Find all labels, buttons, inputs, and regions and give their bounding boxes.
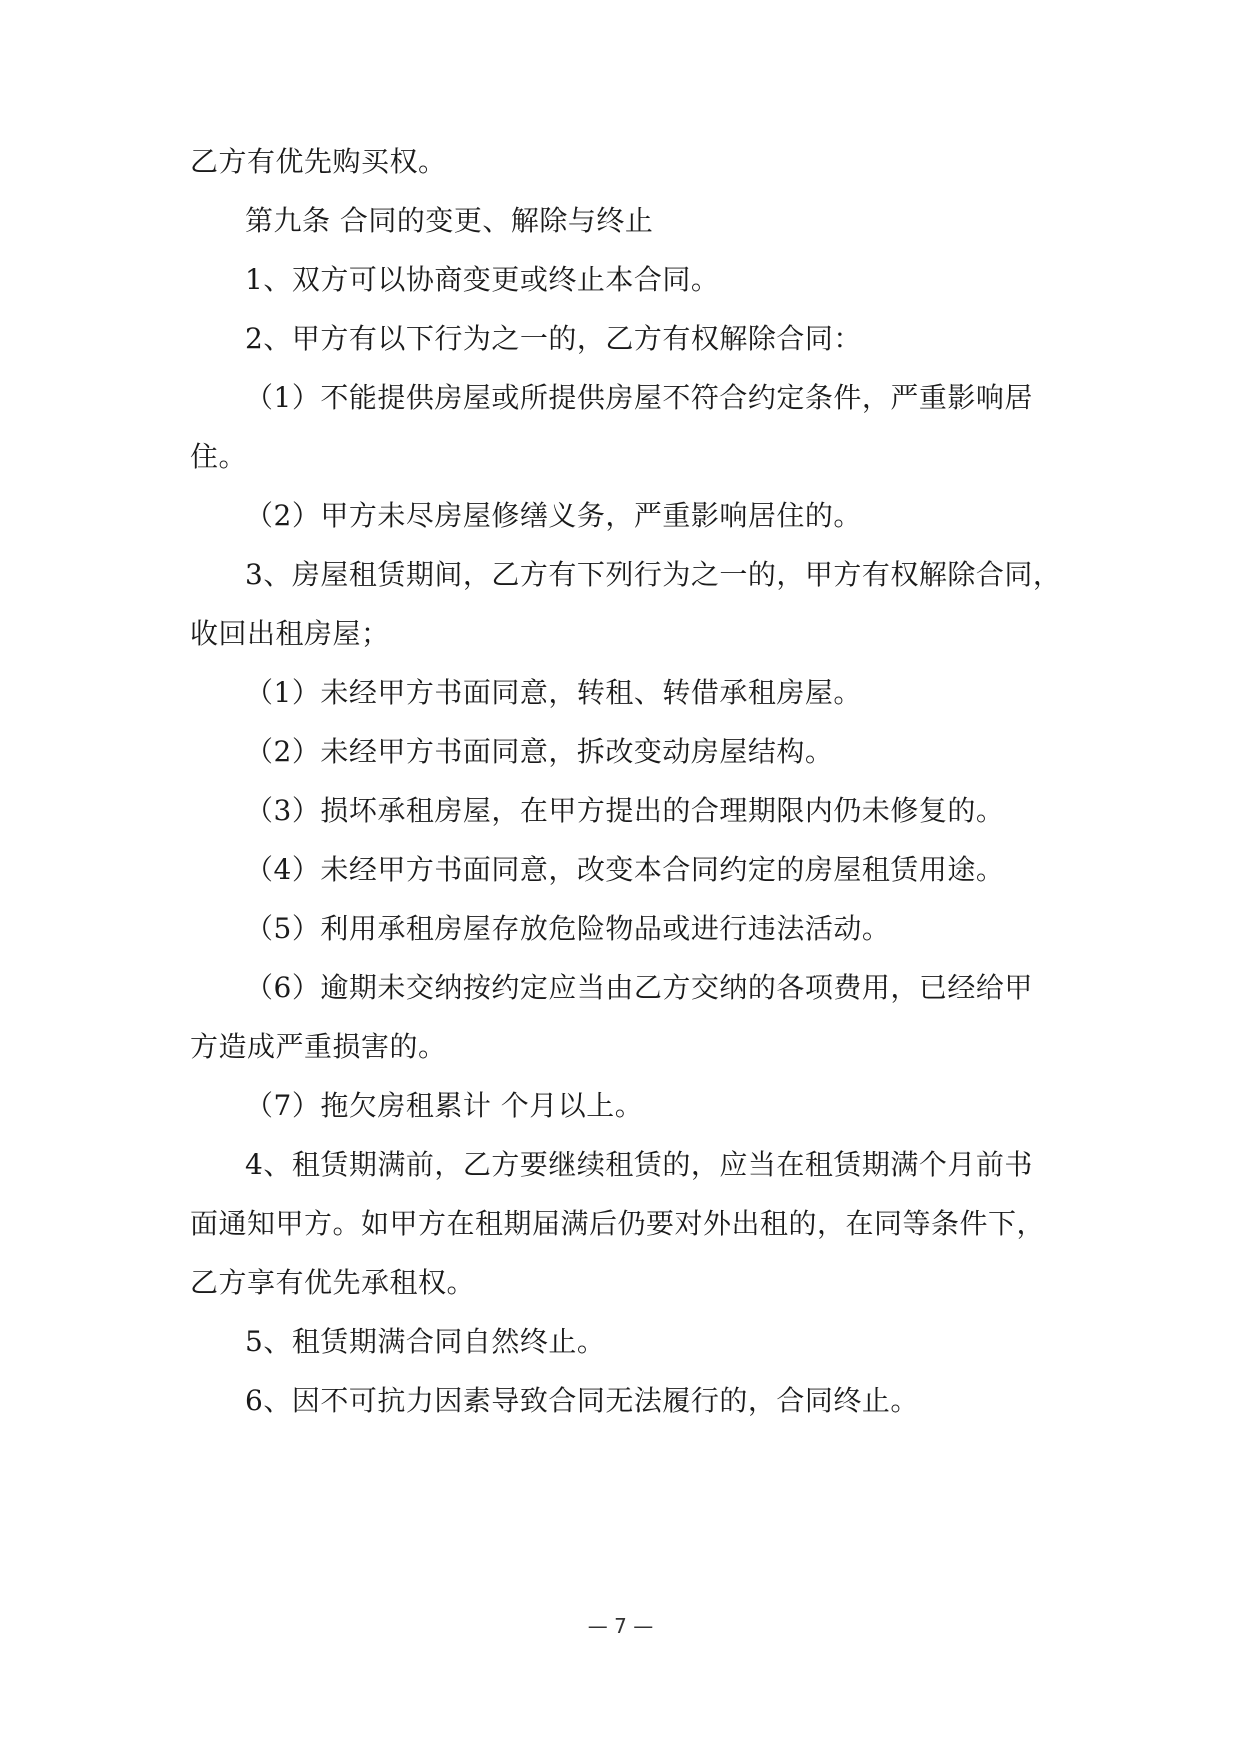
- paragraph-line: 2、甲方有以下行为之一的，乙方有权解除合同：: [245, 322, 862, 355]
- paragraph-line: （2）甲方未尽房屋修缮义务，严重影响居住的。: [245, 499, 862, 532]
- paragraph-line: 住。: [190, 440, 248, 473]
- paragraph-line: 面通知甲方。如甲方在租期届满后仍要对外出租的，在同等条件下，: [190, 1207, 1046, 1240]
- paragraph-line: 6、因不可抗力因素导致合同无法履行的，合同终止。: [245, 1384, 919, 1417]
- page-number: — 7 —: [587, 1614, 654, 1638]
- paragraph-line: （5）利用承租房屋存放危险物品或进行违法活动。: [245, 912, 891, 945]
- paragraph-line: （3）损坏承租房屋，在甲方提出的合理期限内仍未修复的。: [245, 794, 1005, 827]
- paragraph-line: 5、租赁期满合同自然终止。: [245, 1325, 606, 1358]
- paragraph-line: 乙方有优先购买权。: [190, 145, 447, 178]
- paragraph-line: （2）未经甲方书面同意，拆改变动房屋结构。: [245, 735, 834, 768]
- paragraph-line: （1）不能提供房屋或所提供房屋不符合约定条件，严重影响居: [245, 381, 1033, 414]
- paragraph-line: 方造成严重损害的。: [190, 1030, 447, 1063]
- paragraph-line: 乙方享有优先承租权。: [190, 1266, 476, 1299]
- paragraph-line: 3、房屋租赁期间，乙方有下列行为之一的，甲方有权解除合同，: [245, 558, 1062, 591]
- paragraph-line: （7）拖欠房租累计 个月以上。: [245, 1089, 644, 1122]
- paragraph-line: 1、双方可以协商变更或终止本合同。: [245, 263, 720, 296]
- paragraph-line: （6）逾期未交纳按约定应当由乙方交纳的各项费用，已经给甲: [245, 971, 1033, 1004]
- paragraph-line: 收回出租房屋；: [190, 617, 390, 650]
- paragraph-line: （1）未经甲方书面同意，转租、转借承租房屋。: [245, 676, 862, 709]
- section-heading: 第九条 合同的变更、解除与终止: [245, 204, 654, 237]
- paragraph-line: 4、租赁期满前，乙方要继续租赁的，应当在租赁期满个月前书: [245, 1148, 1033, 1181]
- paragraph-line: （4）未经甲方书面同意，改变本合同约定的房屋租赁用途。: [245, 853, 1005, 886]
